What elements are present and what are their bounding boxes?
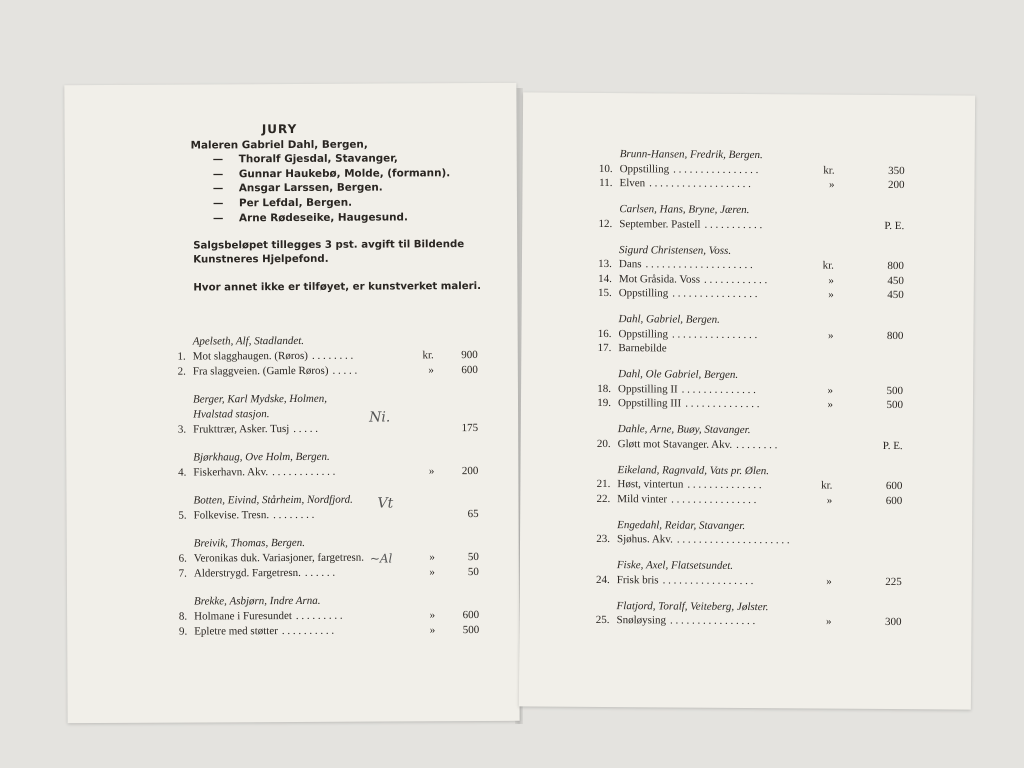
currency-mark: » <box>428 364 434 377</box>
catalogue-entry <box>167 551 479 567</box>
entry-number: 23. <box>596 532 611 546</box>
catalogue-entry <box>591 342 891 358</box>
artwork-title <box>619 287 758 300</box>
dot-leader: . . . . . . . . . . <box>281 624 335 638</box>
artwork-title-text: Oppstilling III <box>617 397 682 410</box>
artwork-title <box>194 625 334 638</box>
catalogue-entry <box>166 349 478 365</box>
artist-name: Engedahl, Reidar, Stavanger. <box>617 518 746 532</box>
entry-number: 5. <box>178 509 187 522</box>
artwork-title-text: Oppstilling II <box>618 382 678 396</box>
catalogue-entry <box>590 477 903 494</box>
entry-number: 21. <box>596 477 611 491</box>
price: 175 <box>461 422 479 435</box>
handwritten-mark: Ni. <box>369 409 391 426</box>
handwritten-mark: ~Al <box>369 551 393 566</box>
price: 300 <box>884 615 902 629</box>
price: 450 <box>887 288 904 302</box>
artwork-title <box>619 273 768 286</box>
artwork-title-text: Mot Gråsida. Voss <box>618 272 701 286</box>
artwork-title <box>193 365 357 378</box>
price: 500 <box>462 624 480 637</box>
dot-leader: . . . . . <box>293 422 319 435</box>
artwork-title-text: Fiskerhavn. Akv. <box>193 466 269 479</box>
entry-number: 20. <box>596 437 611 450</box>
dot-leader: . . . . . . . . . . . . . . . . . . . <box>649 177 751 191</box>
artwork-title <box>193 350 353 363</box>
dot-leader: . . . . . <box>332 364 358 377</box>
artist-name: Apelseth, Alf, Stadlandet. <box>192 334 305 348</box>
jury-heading: JURY <box>261 121 298 137</box>
left-page <box>64 83 519 723</box>
catalogue-entry <box>166 422 479 438</box>
entry-number: 2. <box>177 365 186 378</box>
artwork-title <box>617 493 756 506</box>
artwork-title <box>194 509 315 522</box>
price: 800 <box>886 329 904 342</box>
currency-mark: » <box>827 329 834 342</box>
artist-name: Berger, Karl Mydske, Holmen, <box>192 392 328 406</box>
catalogue-entry <box>592 272 904 288</box>
jury-member: — Ansgar Larssen, Bergen. <box>212 181 383 195</box>
entry-number: 25. <box>595 613 610 627</box>
dot-leader: . . . . . . . . . . . <box>704 218 763 231</box>
artwork-title-text: Veronikas duk. Variasjoner, fargetresn. <box>193 551 365 565</box>
artist-name: Brunn-Hansen, Fredrik, Bergen. <box>619 148 763 162</box>
price: 900 <box>461 349 478 362</box>
entry-number: 17. <box>597 341 612 355</box>
catalogue-entry <box>167 508 479 524</box>
artwork-title-text: Høst, vintertun <box>617 478 684 491</box>
currency-mark: » <box>826 494 833 507</box>
catalogue-entry <box>591 327 904 343</box>
artwork-title-text: Frisk bris <box>616 573 659 586</box>
entry-number: 9. <box>178 625 188 638</box>
price: 800 <box>887 259 904 273</box>
artist-name: Bjørkhaug, Ove Holm, Bergen. <box>193 450 330 464</box>
currency-mark: » <box>428 465 435 478</box>
dot-leader: . . . . . . . . . . . . . . <box>685 397 760 411</box>
price: 600 <box>462 609 480 622</box>
entry-number: 4. <box>178 466 187 479</box>
artwork-title-text: Barnebilde <box>618 342 667 355</box>
price: P. E. <box>882 439 903 452</box>
dot-leader: . . . . . . . . <box>736 438 778 451</box>
dot-leader: . . . . . . . . . . . . . . . . <box>671 492 757 506</box>
artist-name: Fiske, Axel, Flatsetsundet. <box>616 559 734 572</box>
entry-number: 16. <box>597 327 612 340</box>
price: 65 <box>467 508 479 521</box>
currency-mark: » <box>827 384 834 397</box>
handwritten-mark: Vt <box>377 495 394 512</box>
artwork-title <box>616 614 755 627</box>
price: 50 <box>467 566 479 579</box>
catalogue-entry <box>591 382 904 398</box>
artwork-title-text: Oppstilling <box>618 287 669 300</box>
artwork-title <box>618 342 670 354</box>
entry-number: 8. <box>178 610 188 623</box>
price: 500 <box>886 384 904 397</box>
currency-mark: kr. <box>823 164 835 177</box>
artist-name: Sigurd Christensen, Voss. <box>619 243 732 257</box>
artwork-title-text: Snøløysing <box>616 614 667 627</box>
entry-number: 1. <box>177 350 186 363</box>
artist-name: Brekke, Asbjørn, Indre Arna. <box>194 594 321 608</box>
sales-note: Salgsbeløpet tillegges 3 pst. avgift til Bildende <box>193 239 465 252</box>
entry-number: 3. <box>177 423 187 436</box>
currency-mark: » <box>828 274 834 287</box>
artwork-title <box>620 163 759 176</box>
jury-member: — Thoralf Gjesdal, Stavanger, <box>212 152 398 166</box>
artwork-title <box>618 328 757 341</box>
entry-number: 12. <box>598 217 613 230</box>
artwork-title <box>194 567 335 580</box>
artwork-title <box>617 574 754 587</box>
artwork-title <box>619 177 751 190</box>
artwork-title-text: Oppstilling <box>618 327 669 340</box>
jury-member: Maleren Gabriel Dahl, Bergen, <box>190 138 368 152</box>
currency-mark: kr. <box>821 479 833 492</box>
artist-name: Dahl, Gabriel, Bergen. <box>618 313 720 326</box>
artwork-title-text: Oppstilling <box>619 162 670 175</box>
artwork-title-text: Alderstrygd. Fargetresn. <box>193 566 301 580</box>
catalogue-entry <box>167 609 480 625</box>
artwork-title <box>617 533 790 546</box>
artwork-title-text: Frukttrær, Asker. Tusj <box>193 423 290 436</box>
artwork-title <box>619 218 762 231</box>
dot-leader: . . . . . . . . . . . . <box>272 465 336 479</box>
entry-number: 19. <box>597 396 612 410</box>
jury-member: — Per Lefdal, Bergen. <box>212 196 353 210</box>
catalogue-list-right <box>523 92 975 629</box>
entry-number: 6. <box>178 552 187 565</box>
currency-mark: » <box>429 609 436 622</box>
dot-leader: . . . . . . . . . <box>295 609 343 622</box>
price: 350 <box>888 164 905 177</box>
price: 200 <box>887 178 905 192</box>
catalogue-entry <box>591 396 904 413</box>
catalogue-entry <box>590 533 890 549</box>
artwork-title-text: Elven <box>619 177 646 190</box>
currency-mark: kr. <box>822 259 834 272</box>
entry-number: 22. <box>596 492 611 505</box>
entry-number: 7. <box>178 567 187 580</box>
dot-leader: . . . . . . . . . . . . . . . . . <box>662 573 754 587</box>
artwork-title-text: Dans <box>618 258 642 271</box>
artwork-title-text: Epletre med støtter <box>194 625 278 638</box>
dot-leader: . . . . . . . . . . . . . . . . <box>673 162 759 176</box>
catalogue-entry <box>166 364 478 380</box>
dot-leader: . . . . . . . . . . . . . . . . <box>669 614 756 628</box>
right-page <box>519 92 975 709</box>
artwork-title <box>618 438 778 451</box>
catalogue-entry <box>167 566 479 582</box>
catalogue-entry <box>167 624 480 640</box>
catalogue-entry <box>592 286 904 303</box>
artist-name: Dahle, Arne, Buøy, Stavanger. <box>617 423 751 437</box>
currency-mark: » <box>826 575 832 588</box>
artwork-title <box>194 552 368 565</box>
dot-leader: . . . . . . . . <box>311 349 354 362</box>
catalogue-entry <box>592 176 905 193</box>
price: 600 <box>885 479 903 493</box>
currency-mark: » <box>828 288 834 301</box>
price: 450 <box>887 274 904 287</box>
dot-leader: . . . . . . . . . . . . <box>703 273 768 286</box>
price: P. E. <box>884 219 905 232</box>
price: 200 <box>461 465 479 478</box>
currency-mark: » <box>429 624 436 637</box>
dot-leader: . . . . . . . . . . . . . . . . . . . . . <box>676 533 790 547</box>
price: 600 <box>461 364 478 377</box>
artwork-title <box>193 466 335 479</box>
artwork-title <box>619 258 753 271</box>
price: 225 <box>885 575 902 588</box>
artist-name: Hvalstad stasjon. <box>193 408 270 421</box>
catalogue-entry <box>589 613 902 630</box>
artwork-title-text: September. Pastell <box>619 217 701 231</box>
currency-mark: » <box>429 566 435 579</box>
catalogue-entry <box>592 257 904 274</box>
currency-mark: » <box>828 178 835 191</box>
artwork-title-text: Mild vinter <box>617 492 668 505</box>
artwork-title <box>193 423 318 436</box>
jury-member: — Gunnar Haukebø, Molde, (formann). <box>212 167 451 181</box>
entry-number: 15. <box>597 286 612 300</box>
dot-leader: . . . . . . . . . . . . . . . . <box>672 287 758 301</box>
artwork-title <box>618 383 756 396</box>
entry-number: 24. <box>595 573 610 586</box>
dot-leader: . . . . . . . . <box>273 508 315 522</box>
artwork-title <box>617 478 761 491</box>
currency-mark: » <box>429 551 435 564</box>
artwork-title-text: Gløtt mot Stavanger. Akv. <box>617 437 733 451</box>
jury-member: — Arne Rødeseike, Haugesund. <box>213 211 408 225</box>
artist-name: Eikeland, Ragnvald, Vats pr. Ølen. <box>617 463 770 477</box>
price: 600 <box>885 494 903 507</box>
artwork-title-text: Holmane i Furesundet <box>194 610 292 623</box>
artist-name: Carlsen, Hans, Bryne, Jæren. <box>619 203 750 217</box>
catalogue-entry <box>590 573 902 589</box>
catalogue-entry <box>591 437 903 453</box>
artwork-title <box>618 397 760 410</box>
dot-leader: . . . . . . <box>304 566 336 579</box>
artwork-title-text: Folkevise. Tresn. <box>193 509 270 522</box>
artist-name: Botten, Eivind, Stårheim, Nordfjord. <box>193 493 353 507</box>
catalogue-entry <box>593 162 905 178</box>
artwork-title <box>194 610 343 623</box>
catalogue-entry <box>592 217 905 233</box>
price: 50 <box>467 551 479 564</box>
entry-number: 18. <box>597 382 612 395</box>
sales-note: Kunstneres Hjelpefond. <box>193 253 329 266</box>
artist-name: Dahl, Ole Gabriel, Bergen. <box>618 368 739 381</box>
catalogue-entry <box>590 492 903 508</box>
entry-number: 14. <box>598 272 612 285</box>
entry-number: 10. <box>598 162 613 175</box>
dot-leader: . . . . . . . . . . . . . . <box>687 478 762 492</box>
entry-number: 13. <box>598 257 612 271</box>
entry-number: 11. <box>599 176 613 190</box>
catalogue-entry <box>166 465 479 481</box>
dot-leader: . . . . . . . . . . . . . . . . . . . . <box>645 258 753 272</box>
dot-leader: . . . . . . . . . . . . . . . . <box>671 327 758 341</box>
artwork-title-text: Fra slaggveien. (Gamle Røros) <box>192 364 329 378</box>
currency-mark: » <box>827 398 834 411</box>
artwork-title-text: Mot slagghaugen. (Røros) <box>192 349 308 363</box>
dot-leader: . . . . . . . . . . . . . . <box>681 383 756 396</box>
medium-note: Hvor annet ikke er tilføyet, er kunstverket maleri. <box>193 281 482 294</box>
currency-mark: kr. <box>422 349 434 362</box>
artwork-title-text: Sjøhus. Akv. <box>616 533 673 546</box>
currency-mark: » <box>825 615 832 628</box>
price: 500 <box>886 398 904 412</box>
artist-name: Breivik, Thomas, Bergen. <box>193 536 306 550</box>
artist-name: Flatjord, Toralf, Veiteberg, Jølster. <box>616 599 769 613</box>
